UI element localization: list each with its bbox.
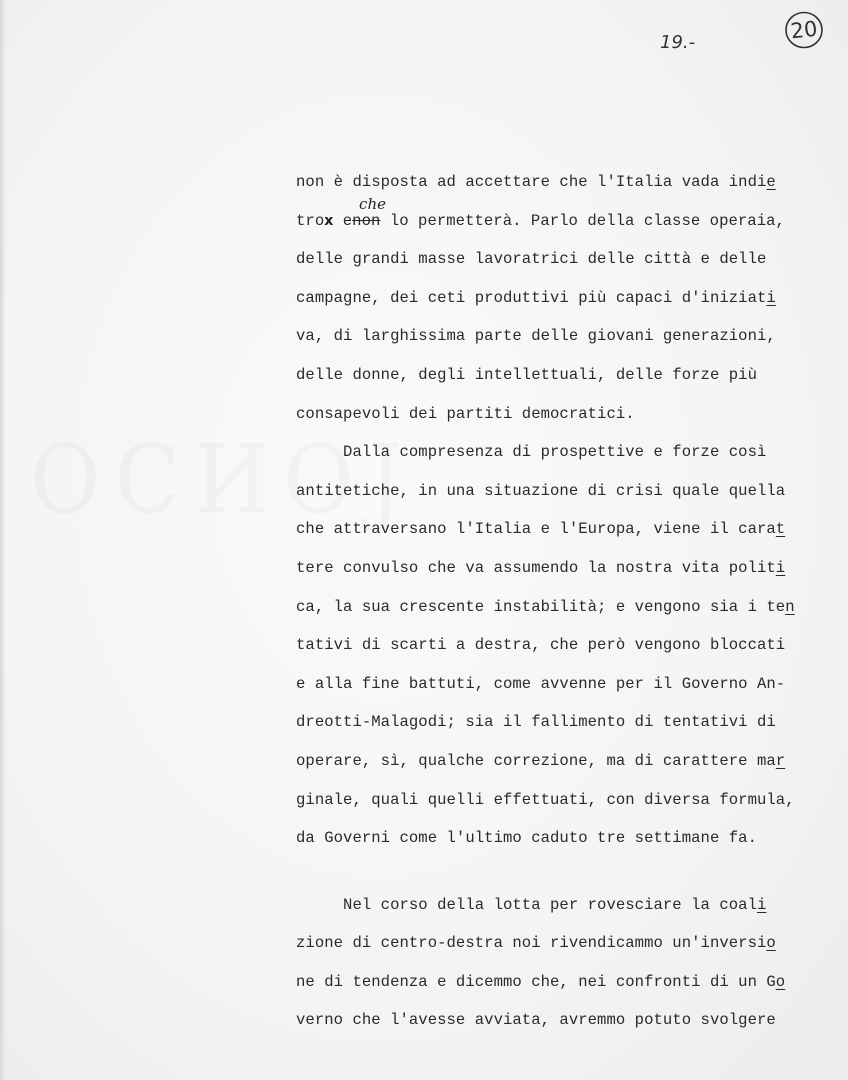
scan-left-edge-shadow xyxy=(0,0,6,1080)
text-line: verno che l'avesse avviata, avremmo potuto svolgere xyxy=(296,1011,776,1030)
text-line xyxy=(296,928,836,967)
text-line: delle grandi masse lavoratrici delle città e delle xyxy=(296,250,767,269)
text-line-content: non è disposta ad accettare che l'Italia vada indi xyxy=(296,173,767,191)
handwritten-x-mark: x xyxy=(324,212,334,229)
text-line xyxy=(296,283,836,322)
text-line: antitetiche, in una situazione di crisi quale quella xyxy=(296,481,786,500)
paragraph-1 xyxy=(296,167,836,437)
text-line-content: lo permetterà. Parlo della classe operaia, xyxy=(380,211,785,230)
text-line xyxy=(296,967,836,1006)
circled-page-number xyxy=(784,10,824,50)
underlined-hyphen-char: i xyxy=(775,558,786,577)
underlined-hyphen-char: i xyxy=(766,288,776,307)
typed-page-number: 19.- xyxy=(660,32,696,53)
text-fragment: e xyxy=(342,211,353,230)
text-line: consapevoli dei partiti democratici. xyxy=(296,404,635,423)
underlined-hyphen-char: o xyxy=(766,934,776,953)
text-line xyxy=(296,890,836,929)
underlined-hyphen-char: o xyxy=(775,972,786,991)
paragraph-3 xyxy=(296,890,836,1044)
text-line-content: campagne, dei ceti produttivi più capaci d'iniziat xyxy=(296,288,767,307)
circled-page-number-text: 20 xyxy=(789,16,819,44)
text-line: ginale, quali quelli effettuati, con diversa formula, xyxy=(296,790,795,809)
underlined-hyphen-char: i xyxy=(756,895,767,914)
text-line-content: tere convulso che va assumendo la nostra vita polit xyxy=(296,558,776,577)
text-line xyxy=(296,553,836,592)
text-line: e alla fine battuti, come avvenne per il Governo An- xyxy=(296,674,786,693)
text-line: va, di larghissima parte delle giovani generazioni, xyxy=(296,327,776,346)
text-line-content: ca, la sua crescente instabilità; e vengono sia i te xyxy=(296,597,786,616)
text-line-content: ne di tendenza e dicemmo che, nei confronti di un G xyxy=(296,972,776,991)
underlined-hyphen-char: t xyxy=(775,520,786,539)
text-line xyxy=(296,746,836,785)
text-line-content: tro xyxy=(296,211,325,230)
paragraph-2 xyxy=(296,437,836,862)
handwritten-insertion: che xyxy=(359,194,387,213)
text-line: da Governi come l'ultimo caduto tre settimane fa. xyxy=(296,829,757,848)
underlined-hyphen-char: n xyxy=(785,597,795,616)
bleed-through-watermark: ОСИОЈ xyxy=(30,425,417,535)
text-line: delle donne, degli intellettuali, delle forze più xyxy=(296,365,757,384)
underlined-hyphen-char: e xyxy=(766,173,776,191)
text-line: dreotti-Malagodi; sia il fallimento di tentativi di xyxy=(296,713,776,732)
typewritten-body xyxy=(296,167,836,1044)
text-line: tativi di scarti a destra, che però vengono bloccati xyxy=(296,636,786,655)
underlined-hyphen-char: r xyxy=(775,751,786,770)
text-line xyxy=(296,592,836,631)
text-line-content: operare, sì, qualche correzione, ma di carattere ma xyxy=(296,751,776,770)
text-line-content: Nel corso della lotta per rovesciare la coal xyxy=(296,895,757,914)
text-line: Dalla compresenza di prospettive e forze così xyxy=(296,443,767,462)
text-line xyxy=(296,194,836,245)
paragraph-gap xyxy=(296,862,836,890)
struck-through-word: non xyxy=(352,211,381,230)
text-line xyxy=(296,514,836,553)
text-line-content: zione di centro-destra noi rivendicammo un'inversi xyxy=(296,934,767,953)
text-line-content: che attraversano l'Italia e l'Europa, viene il cara xyxy=(296,520,776,539)
